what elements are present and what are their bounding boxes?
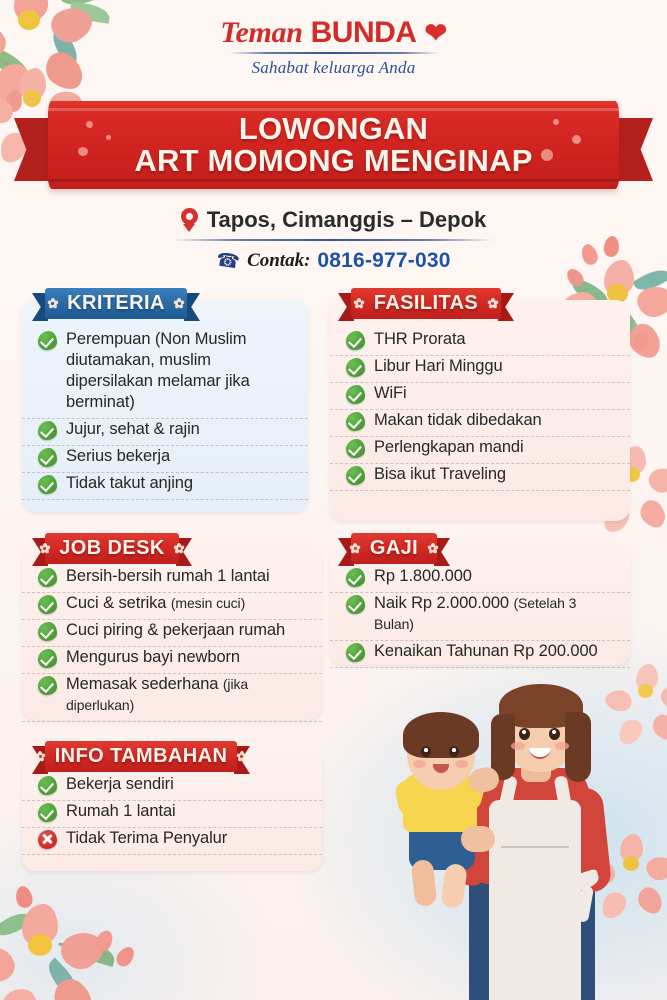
list-item-text: Kenaikan Tahunan Rp 200.000 [374,641,598,660]
list-item-text: Bisa ikut Traveling [374,464,506,483]
list-item-subtext: (jika diperlukan) [66,675,249,713]
list-item [330,329,630,356]
contact-line[interactable] [0,249,667,273]
list-item [22,419,308,446]
phone-icon: ☎ [215,248,242,274]
ribbon-body [45,288,187,319]
list-item-text: WiFi [374,383,407,402]
brand-name-bold: BUNDA [310,16,417,49]
check-icon [346,643,365,662]
check-icon [38,595,57,614]
location-divider [172,239,494,241]
flower-ornament-icon [39,543,50,554]
list-item [22,774,322,801]
check-icon [38,421,57,440]
list-item-text: Rumah 1 lantai [66,801,176,820]
list-item-text: Bekerja sendiri [66,775,174,793]
list-item-text: Jujur, sehat & rajin [66,419,200,438]
section-title-info-tambahan: INFO TAMBAHAN [54,745,228,767]
check-icon [38,676,57,695]
list-item [330,383,630,410]
mother-holding-baby-illustration [373,640,667,1000]
list-item-text: Makan tidak dibedakan [374,410,542,429]
flower-ornament-icon [174,298,185,309]
list-item [22,828,322,855]
brand-logo [0,16,667,78]
brand-title [220,16,447,50]
cross-icon [38,830,57,849]
list-item [22,647,322,674]
list-item-text: Tidak takut anjing [66,473,193,492]
check-icon [346,358,365,377]
flower-ornament-icon [350,543,361,554]
list-item [330,464,630,491]
flower-decoration-bottom-left [0,886,178,1000]
list-item [330,410,630,437]
section-ribbon-kriteria [32,288,200,319]
section-list-kriteria [22,329,308,500]
list-item [22,801,322,828]
map-pin-icon [181,208,198,232]
list-item [22,620,322,647]
logo-divider [229,52,439,54]
list-item [22,566,322,593]
check-icon [346,412,365,431]
check-icon [38,331,57,350]
section-ribbon-info-tambahan [32,741,250,772]
check-icon [38,448,57,467]
check-icon [346,439,365,458]
list-item-text: THR Prorata [374,330,466,348]
ribbon-body [351,288,501,319]
flower-ornament-icon [35,751,46,762]
list-item-text: Libur Hari Minggu [374,356,503,375]
section-title-fasilitas: FASILITAS [373,292,479,314]
section-title-gaji: GAJI [369,537,419,559]
banner-line-1: LOWONGAN [238,111,429,146]
location-text: Tapos, Cimanggis – Depok [206,207,487,232]
check-icon [38,803,57,822]
list-item [330,566,630,593]
list-item-subtext: (mesin cuci) [170,594,246,611]
ribbon-body [45,533,179,564]
ribbon-body [351,533,437,564]
check-icon [346,568,365,587]
flower-ornament-icon [427,543,438,554]
contact-number[interactable]: 0816-977-030 [317,249,451,272]
list-item-text: Cuci piring & pekerjaan rumah [66,620,286,639]
flower-ornament-icon [47,298,58,309]
flower-ornament-icon [236,751,247,762]
list-item-text: Perlengkapan mandi [374,437,524,456]
check-icon [346,595,365,614]
list-item-text: Memasak sederhana (jika diperlukan) [66,674,249,713]
list-item [22,329,308,419]
section-list-fasilitas [330,329,630,491]
check-icon [38,475,57,494]
list-item-text: Perempuan (Non Muslim diutamakan, muslim dipersilakan melamar jika berminat) [66,330,250,411]
main-banner [0,101,667,197]
section-ribbon-gaji [338,533,450,564]
heart-icon: ❤ [424,17,447,49]
list-item [22,593,322,620]
check-icon [38,568,57,587]
brand-name-italic: Teman [220,16,303,49]
banner-line-2: ART MOMONG MENGINAP [134,143,533,179]
list-item [330,593,630,641]
ribbon-body [45,741,237,772]
check-icon [38,776,57,795]
section-list-info-tambahan [22,774,322,855]
list-item-text: Bersih-bersih rumah 1 lantai [66,567,270,585]
banner-text [0,113,667,177]
section-list-job-desk [22,566,322,722]
list-item [22,674,322,722]
check-icon [346,331,365,350]
brand-tagline: Sahabat keluarga Anda [251,58,416,77]
flower-ornament-icon [354,298,365,309]
check-icon [346,466,365,485]
list-item-text: Mengurus bayi newborn [66,647,241,666]
check-icon [38,649,57,668]
list-item-text: Serius bekerja [66,446,171,465]
list-item [330,437,630,464]
section-title-job-desk: JOB DESK [59,537,165,559]
list-item-text: Naik Rp 2.000.000 (Setelah 3 Bulan) [374,593,577,632]
list-item [22,446,308,473]
flower-ornament-icon [487,298,498,309]
section-ribbon-job-desk [32,533,192,564]
location-line [0,207,667,233]
list-item-text: Cuci & setrika (mesin cuci) [66,593,246,612]
check-icon [346,385,365,404]
list-item-text: Rp 1.800.000 [374,567,472,585]
list-item-text: Tidak Terima Penyalur [66,828,228,847]
flower-ornament-icon [174,543,185,554]
section-ribbon-fasilitas [338,288,514,319]
check-icon [38,622,57,641]
list-item [330,356,630,383]
list-item-subtext: (Setelah 3 Bulan) [374,594,577,632]
list-item [22,473,308,500]
section-title-kriteria: KRITERIA [67,292,165,314]
contact-label: Contak: [247,250,311,271]
